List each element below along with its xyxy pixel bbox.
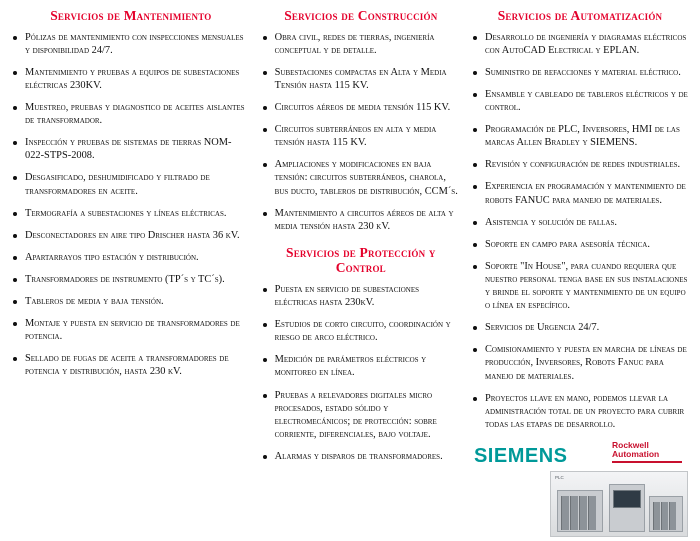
- list-item: Pruebas a relevadores digitales micro procesados, estado sólido y electromecánicos; de protección: sobre corriente, diferenciales, bajo voltaje.: [262, 389, 460, 441]
- siemens-logo: SIEMENS: [473, 445, 568, 468]
- list-item: Transformadores de instrumento (TP´s y TC´s).: [12, 273, 250, 286]
- list-item: Mantenimiento a circuitos aéreos de alta y media tensión hasta 230 kV.: [262, 207, 460, 233]
- list-item: Montaje y puesta en servicio de transformadores de potencia.: [12, 317, 250, 343]
- plc-equipment-photo: [550, 471, 688, 537]
- list-item: Proyectos llave en mano, podemos llevar la administración total de un proyecto para cubrir todas las etapas de desarrollo.: [472, 392, 688, 431]
- list-item: Servicios de Urgencia 24/7.: [472, 321, 688, 334]
- list-item: Termografía a subestaciones y líneas eléctricas.: [12, 207, 250, 220]
- plc-module: [588, 496, 596, 530]
- plc-module: [561, 496, 569, 530]
- list-item: Sellado de fugas de aceite a transformadores de potencia y distribución, hasta 230 kV.: [12, 352, 250, 378]
- list-item: Revisión y configuración de redes industriales.: [472, 158, 688, 171]
- list-item: Ampliaciones y modificaciones en baja tensión: circuitos subterráneos, charola, bus ducto, tableros de distribución, CCM´s.: [262, 158, 460, 197]
- list-item: Subestaciones compactas en Alta y Media Tensión hasta 115 KV.: [262, 66, 460, 92]
- list-item: Soporte "In House", para cuando requiera que nuestro personal tenga base en sus instalaciones y brinde el soporte y mantenimiento de un equipo o línea en específico.: [472, 260, 688, 312]
- column-construction-protection: [256, 8, 466, 472]
- list-item: Mantenimiento y pruebas a equipos de subestaciones eléctricas 230KV.: [12, 66, 250, 92]
- list-item: Circuitos subterráneos en alta y media tensión hasta 115 KV.: [262, 123, 460, 149]
- section-title-automation: Servicios de Automatización: [497, 8, 663, 23]
- section-title-maintenance: Servicios de Mantenimiento: [50, 8, 212, 23]
- list-item: Experiencia en programación y mantenimiento de robots FANUC para manejo de materiales.: [472, 180, 688, 206]
- plc-module: [661, 502, 668, 530]
- list-item: Pólizas de mantenimiento con inspecciones mensuales y disponibilidad 24/7.: [12, 31, 250, 57]
- rockwell-logo-line2: Automation: [612, 448, 660, 459]
- list-item: Muestreo, pruebas y diagnostico de aceites aislantes de transformador.: [12, 101, 250, 127]
- list-item: Soporte en campo para asesoría técnica.: [472, 238, 688, 251]
- list-item: Asistencia y solución de fallas.: [472, 216, 688, 229]
- list-item: Suministro de refacciones y material eléctrico.: [472, 66, 688, 79]
- list-maintenance: [12, 31, 250, 379]
- list-protection: [262, 283, 460, 463]
- plc-module: [653, 502, 660, 530]
- list-item: Estudios de corto circuito, coordinación y riesgo de arco eléctrico.: [262, 318, 460, 344]
- list-item: Medición de parámetros eléctricos y monitoreo en línea.: [262, 353, 460, 379]
- list-automation: [472, 31, 688, 432]
- plc-module: [669, 502, 676, 530]
- list-item: Obra civil, redes de tierras, ingeniería conceptual y de detalle.: [262, 31, 460, 57]
- list-item: Desarrollo de ingeniería y diagramas eléctricos con AutoCAD Electrical y EPLAN.: [472, 31, 688, 57]
- list-construction: [262, 31, 460, 233]
- list-item: Ensamble y cableado de tableros eléctricos y de control.: [472, 88, 688, 114]
- column-automation: [466, 8, 694, 537]
- plc-module: [570, 496, 578, 530]
- list-item: Programación de PLC, Inversores, HMI de las marcas Allen Bradley y SIEMENS.: [472, 123, 688, 149]
- section-title-construction: Servicios de Construcción: [284, 8, 438, 23]
- list-item: Puesta en servicio de subestaciones eléctricas hasta 230kV.: [262, 283, 460, 309]
- list-item: Apartarrayos tipo estación y distribución.: [12, 251, 250, 264]
- list-item: Circuitos aéreos de media tensión 115 KV.: [262, 101, 460, 114]
- logo-strip: [472, 441, 688, 537]
- list-item: Desconectadores en aire tipo Drischer hasta 36 kV.: [12, 229, 250, 242]
- list-item: Comisionamiento y puesta en marcha de líneas de producción, Inversores, Robots Fanuc para manejo de materiales.: [472, 343, 688, 382]
- column-maintenance: [6, 8, 256, 388]
- plc-photo-caption: PLC: [555, 475, 564, 481]
- plc-module: [579, 496, 587, 530]
- section-title-protection: Servicios de Protección y Control: [286, 244, 436, 276]
- rockwell-logo-rule: [612, 461, 682, 463]
- list-item: Tableros de media y baja tensión.: [12, 295, 250, 308]
- rockwell-logo-line1: Rockwell: [612, 440, 649, 451]
- list-item: Alarmas y disparos de transformadores.: [262, 450, 460, 463]
- list-item: Inspección y pruebas de sistemas de tierras NOM-022-STPS-2008.: [12, 136, 250, 162]
- hmi-screen: [613, 490, 641, 508]
- list-item: Desgasificado, deshumidificado y filtrado de transformadores en aceite.: [12, 171, 250, 197]
